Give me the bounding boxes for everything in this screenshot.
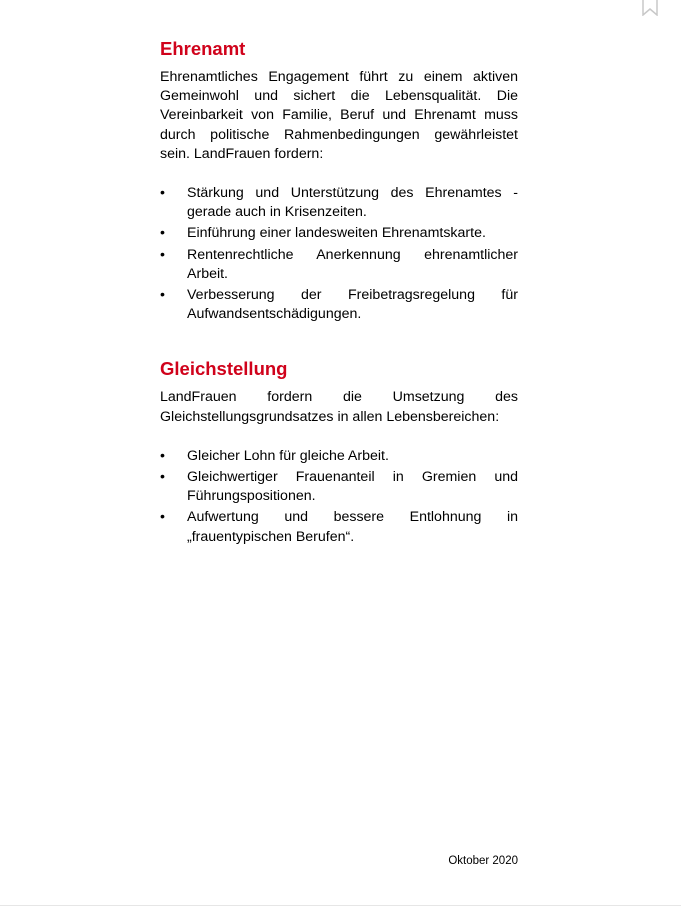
list-item-text: Einführung einer landesweiten Ehrenamtskarte. (187, 225, 486, 242)
section-heading-gleichstellung: Gleichstellung (160, 358, 288, 380)
list-item-text: Gleichwertiger Frauenanteil in Gremien und Führungspositionen. (187, 469, 518, 505)
list-item (160, 224, 518, 243)
list-item (160, 447, 518, 466)
list-item (160, 246, 518, 284)
list-item (160, 286, 518, 324)
list-item-text: Rentenrechtliche Anerkennung ehrenamtlicher Arbeit. (187, 246, 518, 282)
bullet-symbol: • (160, 225, 165, 242)
list-item (160, 508, 518, 546)
bullet-symbol: • (160, 469, 165, 486)
footer-date: Oktober 2020 (448, 855, 518, 867)
section-heading-ehrenamt: Ehrenamt (160, 38, 246, 59)
list-item-text: Verbesserung der Freibetragsregelung für Aufwandsentschädigungen. (187, 287, 518, 323)
list-item (160, 184, 518, 222)
section-paragraph-ehrenamt: Ehrenamtliches Engagement führt zu einem aktiven Gemeinwohl und sichert die Lebensqualität. Die Vereinbarkeit von Familie, Beruf und Ehrenamt muss durch politische Rahmenbedingungen gewährleistet sein. LandFrauen fordern: (160, 69, 518, 162)
bullet-symbol: • (160, 287, 165, 304)
bullet-list-ehrenamt (160, 184, 518, 324)
bullet-symbol: • (160, 509, 165, 526)
list-item-text: Aufwertung und bessere Entlohnung in „frauentypischen Berufen“. (187, 509, 518, 545)
list-item-text: Gleicher Lohn für gleiche Arbeit. (187, 447, 389, 464)
list-item (160, 468, 518, 506)
list-item-text: Stärkung und Unterstützung des Ehrenamtes - gerade auch in Krisenzeiten. (187, 185, 518, 221)
bullet-symbol: • (160, 447, 165, 464)
bookmark-icon[interactable] (641, 0, 659, 16)
document-body (160, 36, 518, 549)
section-spacer (160, 326, 518, 356)
bullet-symbol: • (160, 185, 165, 202)
page-divider (0, 905, 681, 906)
bullet-symbol: • (160, 246, 165, 263)
section-paragraph-gleichstellung: LandFrauen fordern die Umsetzung des Gleichstellungsgrundsatzes in allen Lebensbereichen: (160, 389, 518, 425)
bullet-list-gleichstellung (160, 447, 518, 547)
